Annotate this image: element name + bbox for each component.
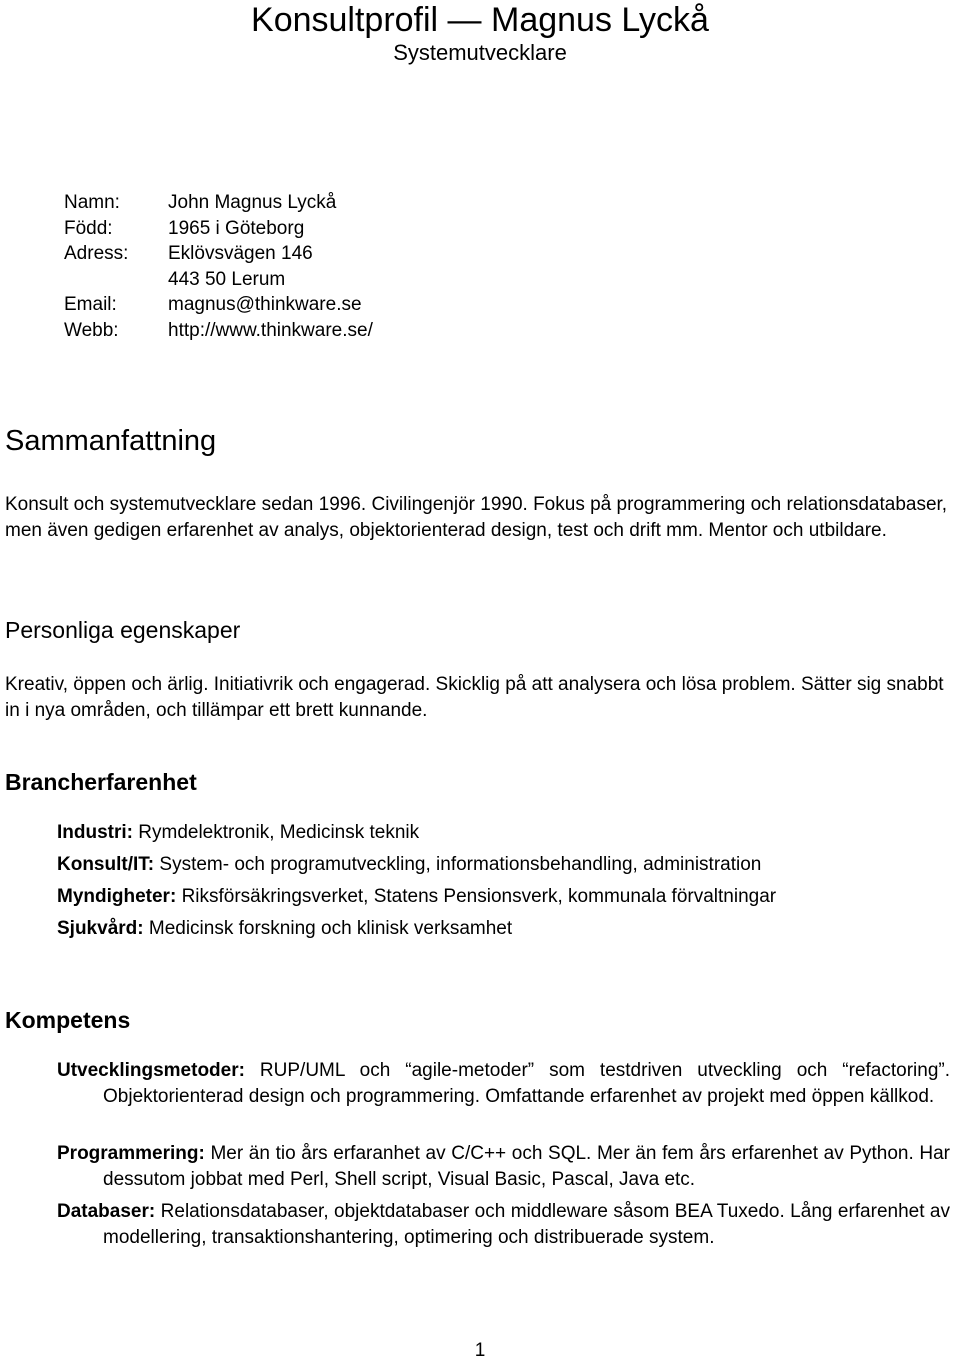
- competence-heading: Kompetens: [5, 1007, 131, 1033]
- info-row-email: [64, 292, 373, 318]
- page-title: Konsultprofil — Magnus Lyckå: [251, 1, 709, 39]
- industry-heading: Brancherfarenhet: [5, 769, 197, 795]
- industry-row: [57, 884, 776, 910]
- info-key: Född:: [64, 217, 113, 239]
- competence-value: RUP/UML och “agile-metoder” som testdriven utveckling och “refactoring”. Objektorienterad design och programmering. Omfattande erfarenhet av projekt med öppen källkod.: [103, 1060, 950, 1107]
- info-value: Eklövsvägen 146: [168, 243, 313, 265]
- competence-item: [57, 1199, 950, 1250]
- competence-item: [57, 1058, 950, 1109]
- info-key: Email:: [64, 294, 117, 316]
- industry-key: Konsult/IT:: [57, 854, 155, 875]
- industry-value: Rymdelektronik, Medicinsk teknik: [138, 822, 420, 843]
- info-key: Adress:: [64, 243, 129, 265]
- info-row-address: [64, 241, 373, 267]
- page-number: 1: [474, 1340, 486, 1361]
- industry-value: Riksförsäkringsverket, Statens Pensionsverk, kommunala förvaltningar: [181, 886, 777, 907]
- info-row-web: [64, 318, 373, 344]
- competence-value: Mer än tio års erfaranhet av C/C++ och SQL. Mer än fem års erfarenhet av Python. Har dessutom jobbat med Perl, Shell script, Visual Basic, Pascal, Java etc.: [103, 1143, 951, 1190]
- industry-key: Industri:: [57, 822, 133, 843]
- industry-row: [57, 852, 761, 878]
- web-value: http://www.thinkware.se/: [168, 319, 373, 341]
- info-key: Webb:: [64, 319, 119, 341]
- page-subtitle: Systemutvecklare: [393, 40, 567, 65]
- industry-key: Sjukvård:: [57, 918, 144, 939]
- industry-row: [57, 820, 419, 846]
- competence-key: Utvecklingsmetoder:: [57, 1060, 245, 1081]
- personal-text: Kreativ, öppen och ärlig. Initiativrik och engagerad. Skicklig på att analysera och lösa problem. Sätter sig snabbt in i nya områden, och tillämpar ett brett kunnande.: [5, 674, 944, 721]
- industry-key: Myndigheter:: [57, 886, 177, 907]
- info-row-address-line2: [64, 267, 373, 293]
- info-row-name: [64, 190, 373, 216]
- competence-key: Databaser:: [57, 1201, 156, 1222]
- info-key: [64, 267, 168, 293]
- competence-item: [57, 1141, 950, 1192]
- info-value: John Magnus Lyckå: [168, 192, 337, 213]
- info-value: 1965 i Göteborg: [168, 217, 305, 239]
- industry-row: [57, 916, 512, 942]
- industry-value: System- och programutveckling, informationsbehandling, administration: [159, 854, 762, 875]
- email-value: magnus@thinkware.se: [168, 294, 362, 316]
- personal-heading: Personliga egenskaper: [5, 617, 241, 643]
- personal-info-table: [64, 190, 373, 344]
- info-value: 443 50 Lerum: [168, 268, 286, 290]
- info-row-born: [64, 216, 373, 242]
- info-key: Namn:: [64, 192, 120, 213]
- competence-value: Relationsdatabaser, objektdatabaser och middleware såsom BEA Tuxedo. Lång erfarenhet av modellering, transaktionshantering, optimering och distribuerade system.: [103, 1201, 950, 1248]
- industry-value: Medicinsk forskning och klinisk verksamhet: [148, 918, 513, 939]
- competence-key: Programmering:: [57, 1143, 205, 1164]
- summary-text: Konsult och systemutvecklare sedan 1996. Civilingenjör 1990. Fokus på programmering och relationsdatabaser, men även gedigen erfarenhet av analys, objektorienterad design, test och drift mm. Mentor och utbildare.: [5, 494, 948, 541]
- summary-heading: Sammanfattning: [5, 425, 217, 457]
